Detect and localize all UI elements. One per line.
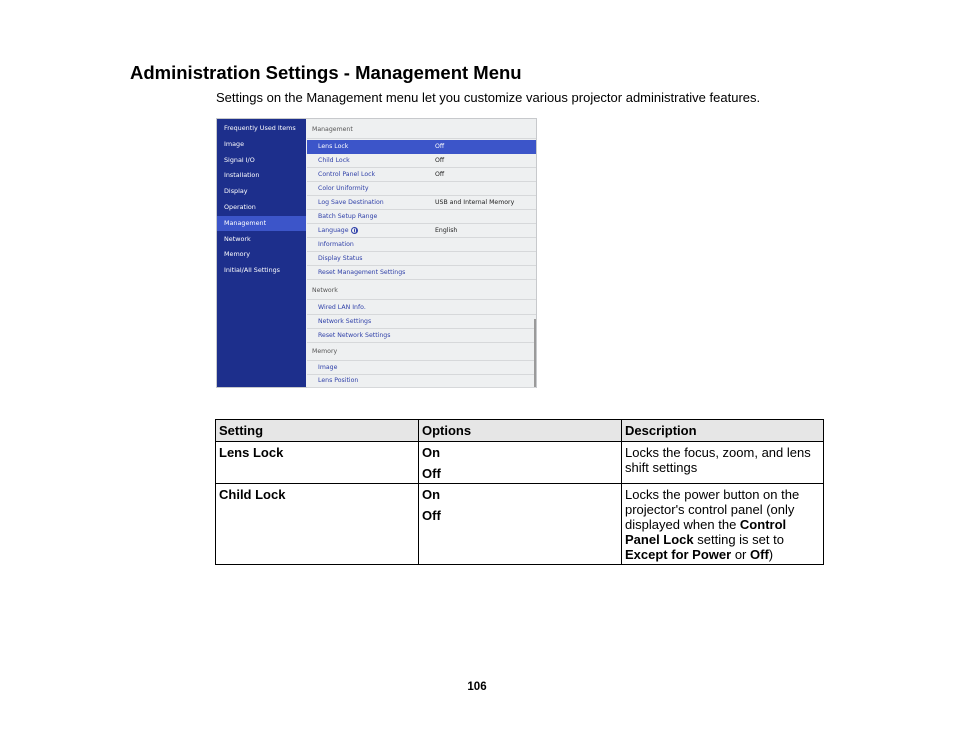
- menu-row-label: Display Status: [318, 255, 363, 262]
- menu-row-lens-lock: [307, 140, 536, 154]
- menu-row-network-settings: [307, 315, 536, 329]
- page-title: Administration Settings - Management Menu: [130, 62, 522, 83]
- menu-row-label: Network Settings: [318, 318, 372, 325]
- menu-row-value: Off: [435, 157, 445, 164]
- menu-row-batch-setup-range: [307, 210, 536, 224]
- menu-row-control-panel-lock: [307, 168, 536, 182]
- option-value: On: [422, 445, 441, 460]
- sidebar-item-signal-io: Signal I/O: [224, 156, 255, 164]
- section-network: Network: [307, 280, 536, 300]
- sidebar-item-network: Network: [224, 235, 251, 243]
- menu-row-color-uniformity: [307, 182, 536, 196]
- header-description: Description: [622, 420, 824, 442]
- menu-row-label: Image: [318, 364, 338, 371]
- menu-row-label: Reset Network Settings: [318, 332, 391, 339]
- menu-row-information: [307, 238, 536, 252]
- menu-row-memory-image: [307, 361, 536, 375]
- option-value: Off: [422, 466, 441, 481]
- desc-bold-text: Except for Power: [625, 547, 732, 562]
- menu-row-log-save-destination: [307, 196, 536, 210]
- menu-row-label: Information: [318, 241, 354, 248]
- setting-cell: Lens Lock: [216, 442, 419, 484]
- setting-cell: Child Lock: [216, 484, 419, 565]
- menu-row-value: USB and Internal Memory: [435, 199, 515, 206]
- menu-row-label: Child Lock: [318, 157, 350, 164]
- description-cell: [622, 484, 824, 565]
- sidebar-item-initial-all: Initial/All Settings: [224, 266, 281, 274]
- option-value: On: [422, 487, 441, 502]
- menu-row-label: Log Save Destination: [318, 199, 384, 206]
- header-options: Options: [419, 420, 622, 442]
- menu-row-label: [318, 224, 358, 238]
- globe-icon: [351, 227, 358, 234]
- menu-row-label: Wired LAN Info.: [318, 304, 366, 311]
- table-row: [216, 442, 824, 484]
- projector-menu-screenshot: [216, 118, 537, 388]
- sidebar-item-image: Image: [224, 140, 245, 148]
- desc-bold-text: Off: [750, 547, 769, 562]
- table-row: [216, 484, 824, 565]
- menu-row-reset-management: [307, 266, 536, 280]
- desc-text: ): [768, 547, 774, 562]
- menu-row-value: Off: [435, 171, 445, 178]
- table-header-row: [216, 420, 824, 442]
- desc-text: Locks the power button on the projector's control panel (only displayed when the: [625, 487, 800, 532]
- desc-text: setting is set to: [693, 532, 784, 547]
- menu-row-lens-position: [307, 374, 536, 388]
- intro-text: Settings on the Management menu let you customize various projector administrative features.: [216, 90, 761, 105]
- desc-bold-text: Control Panel Lock: [625, 517, 787, 547]
- options-cell: [419, 442, 622, 484]
- menu-sidebar: [217, 119, 306, 387]
- sidebar-item-operation: Operation: [224, 203, 256, 211]
- sidebar-item-management: Management: [217, 216, 306, 231]
- desc-text: or: [731, 547, 750, 562]
- menu-row-value: Off: [435, 143, 445, 150]
- sidebar-item-frequently-used: Frequently Used Items: [224, 124, 296, 132]
- page-number: 106: [467, 681, 487, 693]
- menu-row-child-lock: [307, 154, 536, 168]
- section-management: Management: [307, 119, 536, 139]
- header-setting: Setting: [216, 420, 419, 442]
- settings-table: [215, 419, 824, 565]
- menu-row-label: Control Panel Lock: [318, 171, 376, 178]
- menu-row-display-status: [307, 252, 536, 266]
- options-cell: [419, 484, 622, 565]
- menu-scrollbar: [534, 319, 536, 387]
- menu-row-label-text: Language: [318, 227, 349, 234]
- sidebar-item-display: Display: [224, 187, 248, 195]
- menu-row-language: [307, 224, 536, 238]
- menu-row-label: Batch Setup Range: [318, 213, 378, 220]
- menu-row-label: Color Uniformity: [318, 185, 369, 192]
- menu-content: [307, 119, 536, 387]
- option-value: Off: [422, 508, 441, 523]
- menu-row-label: Lens Position: [318, 377, 359, 384]
- sidebar-item-memory: Memory: [224, 250, 250, 258]
- section-memory: Memory: [307, 341, 536, 361]
- menu-row-label: Reset Management Settings: [318, 269, 406, 276]
- menu-row-value: English: [435, 227, 458, 234]
- sidebar-item-installation: Installation: [224, 171, 260, 179]
- menu-row-label: Lens Lock: [318, 143, 349, 150]
- menu-row-wired-lan-info: [307, 301, 536, 315]
- description-cell: Locks the focus, zoom, and lens shift settings: [622, 442, 824, 484]
